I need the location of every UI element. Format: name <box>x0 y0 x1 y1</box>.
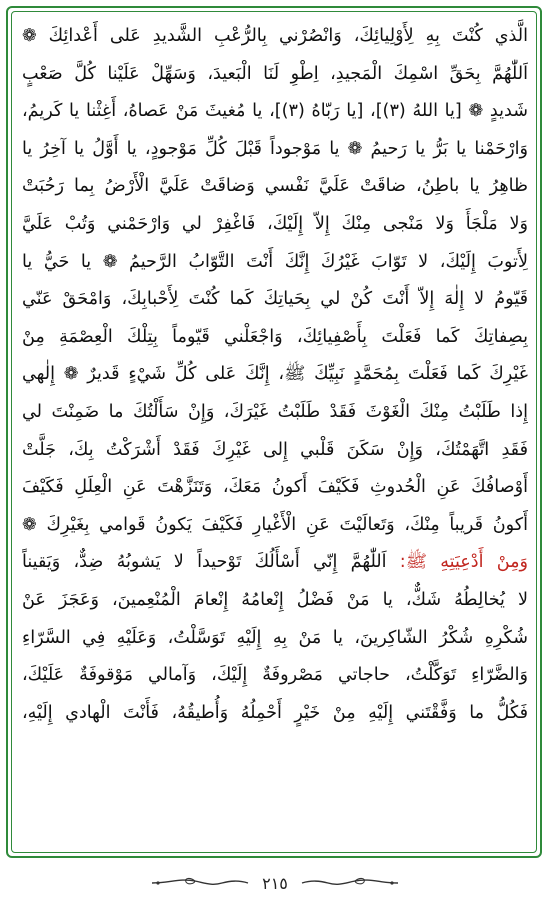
text-line: وَارْحَمْنا يا بَرُّ يا رَحيمُ ❁ يا مَوْجوداً قَبْلَ كُلِّ مَوْجودٍ، يا أَوَّلُ يا آخِرُ يا <box>22 138 528 159</box>
text-line: فَكُلُّ ما وَفَّقْتَني إِلَيْهِ مِنْ خَيْرٍ أَحْمِلُهُ وَأُطيقُهُ، فَأَنْتَ الْهادي إِلَيْهِ، <box>22 702 528 723</box>
text-block <box>22 18 528 848</box>
text-line: وَلا مَلْجَأَ وَلا مَنْجى مِنْكَ إِلاّ إِلَيْكَ، فَاغْفِرْ لي وَارْحَمْني وَتُبْ عَلَيَّ <box>22 213 528 234</box>
text-line: بِصِفاتِكَ كَما فَعَلْتَ بِأَصْفِيائِكَ، وَاجْعَلْني قَيّوماً بِتِلْكَ الْعِصْمَةِ مِنْ <box>22 326 528 347</box>
text-line: ظاهِرُ يا باطِنُ، ضاقَتْ عَلَيَّ نَفْسي وَضاقَتْ عَلَيَّ الْأَرْضُ بِما رَحُبَتْ <box>22 176 528 197</box>
text-line: وَالضَّرّاءِ تَوَكَّلْتُ، حاجاتي مَصْروفَةٌ إِلَيْكَ، وَآمالي مَوْقوفَةٌ عَلَيْكَ، <box>22 665 528 686</box>
scroll-flourish-left-icon <box>150 876 250 890</box>
page-footer <box>0 868 550 898</box>
text-line: اَللّٰهُمَّ بِحَقِّ اسْمِكَ الْمَجيدِ، اِطْوِ لَنَا الْبَعيدَ، وَسَهِّلْ عَلَيْنا كُلَّ صَعْبٍ <box>22 63 528 84</box>
text-line: غَيْرِكَ كَما فَعَلْتَ بِمُحَمَّدٍ نَبِيِّكَ ﷺ، إِنَّكَ عَلى كُلِّ شَيْءٍ قَديرٌ ❁ إِلٰهي <box>22 364 528 385</box>
text-line: فَقَدِ اتَّهَمْتُكَ، وَإِنْ سَكَنَ قَلْبي إِلى غَيْرِكَ فَقَدْ أَشْرَكْتُ بِكَ، جَلَّتْ <box>22 439 528 460</box>
text-line: أَوْصافُكَ عَنِ الْحُدوثِ فَكَيْفَ أَكونُ مَعَكَ، وَتَنَزَّهْتَ عَنِ الْعِلَلِ فَكَيْفَ <box>22 477 528 498</box>
text-line: شَديدٍ ❁ [يا اللهُ (٣)]، [يا رَبّاهُ (٣)]، يا مُغيثَ مَنْ عَصاهُ، أَغِثْنا يا كَريمُ، <box>22 101 528 122</box>
text-line: إِذا طَلَبْتُ مِنْكَ الْغَوْثَ فَقَدْ طَلَبْتُ غَيْرَكَ، وَإِنْ سَأَلْتُكَ ما ضَمِنْتَ لي <box>22 401 528 422</box>
text-line-body: اَللّٰهُمَّ إِنّي أَسْأَلُكَ تَوْحيداً لا يَشوبُهُ ضِدٌّ، وَيَقيناً <box>22 552 387 573</box>
section-lead-heading: وَمِنْ أَدْعِيَتِهِ ﷺ: <box>399 552 528 573</box>
text-line: شُكْرِهِ شُكْرُ الشّاكِرينَ، يا مَنْ بِهِ إِلَيْهِ تَوَسَّلْتُ، وَعَلَيْهِ فِي السَّرّاءِ <box>22 627 528 648</box>
scroll-flourish-right-icon <box>300 876 400 890</box>
text-line: لا يُخالِطُهُ شَكٌّ، يا مَنْ فَضْلُ إِنْعامُهُ إِنْعامَ الْمُنْعِمينَ، وَعَجَزَ عَنْ <box>22 589 528 610</box>
text-line: الَّذي كُنْتَ بِهِ لِأَوْلِيائِكَ، وَانْصُرْني بِالرُّعْبِ الشَّديدِ عَلى أَعْدائِكَ ❁ <box>22 26 528 46</box>
text-line-with-lead <box>22 544 528 582</box>
text-line: لِأَتوبَ إِلَيْكَ، لا تَوّابَ غَيْرُكَ إِنَّكَ أَنْتَ التَّوّابُ الرَّحيمُ ❁ يا حَيُّ يا <box>22 251 528 272</box>
page-number: ٢١٥ <box>262 873 288 893</box>
text-line: أَكونُ قَريباً مِنْكَ، وَتَعالَيْتَ عَنِ الْأَغْيارِ فَكَيْفَ يَكونُ قَوامي بِغَيْرِكَ ❁ <box>22 514 528 535</box>
text-line: قَيّومُ لا إِلٰهَ إِلاّ أَنْتَ كُنْ لي بِحَياتِكَ كَما كُنْتَ لِأَحْبابِكَ، وَامْحَقْ عَنّي <box>22 289 528 310</box>
